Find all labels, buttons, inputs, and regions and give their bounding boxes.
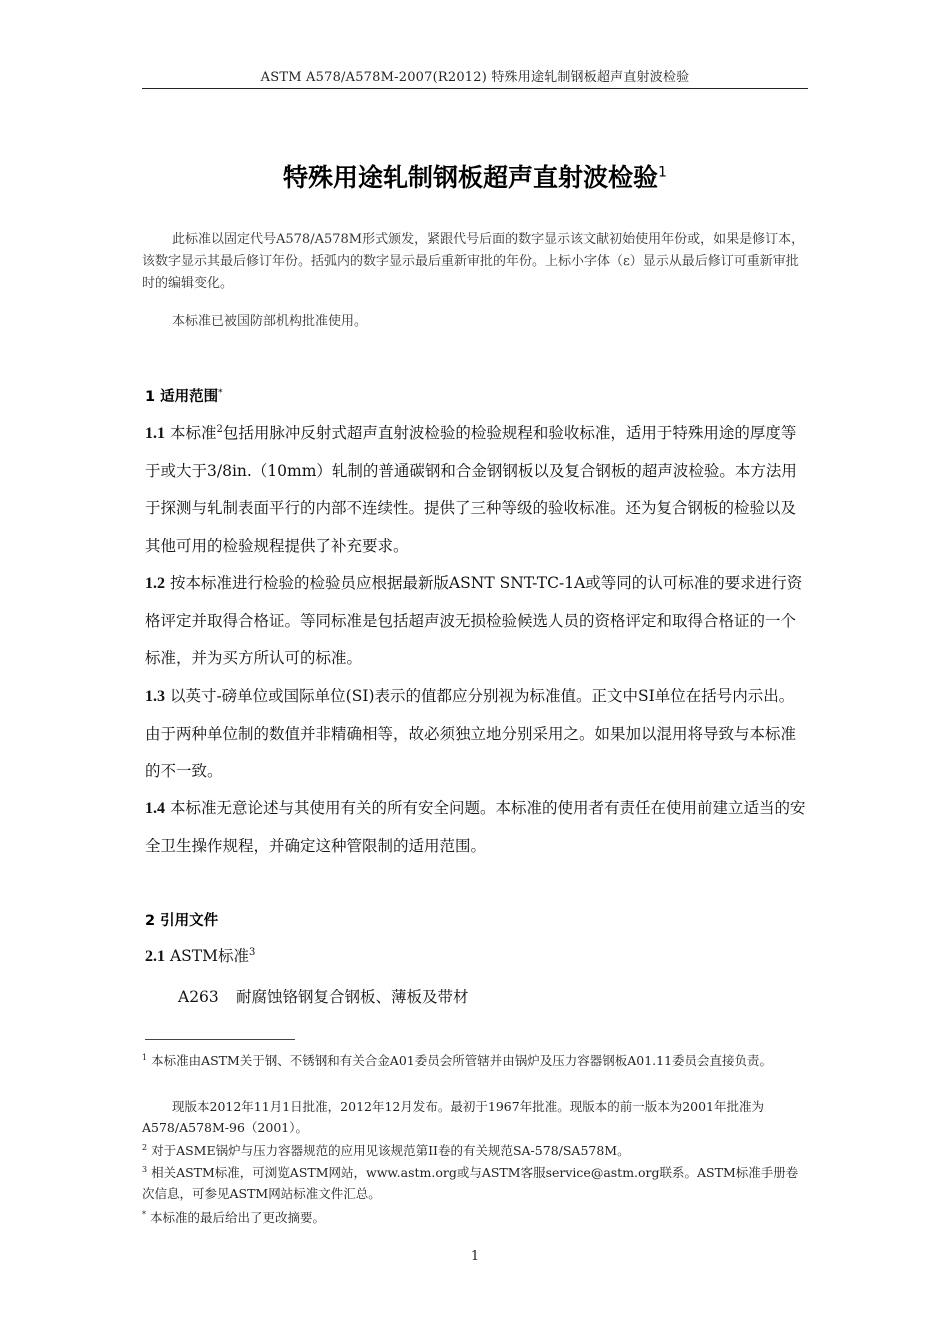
footnote-rule [145, 1039, 295, 1040]
clause-text: 包括用脉冲反射式超声直射波检验的检验规程和验收标准，适用于特殊用途的厚度等于或大于3/8in.（10mm）轧制的普通碳钢和合金钢钢板以及复合钢板的超声波检验。本方法用于探测与轧制表面平行的内部不连续性。提供了三种等级的验收标准。还为复合钢板的检验以及其他可用的检验规程提供了补充要求。 [145, 424, 797, 555]
section-2-heading: 2 引用文件 [145, 913, 219, 929]
footnote-1 [142, 1051, 808, 1072]
clause-1-3 [145, 678, 808, 791]
clause-number: 1.1 [145, 425, 165, 442]
clause-number: 2.1 [145, 948, 165, 965]
title-footnote-mark: 1 [658, 164, 667, 181]
footnote-mark: 2 [142, 1142, 148, 1152]
section-1-heading-mark: * [218, 388, 223, 399]
running-header: ASTM A578/A578M-2007(R2012) 特殊用途轧制钢板超声直射波检验 [260, 70, 690, 85]
reference-item [178, 985, 469, 1007]
clause-number: 1.3 [145, 688, 165, 705]
reference-code: A263 [178, 988, 219, 1006]
footnote-2 [142, 1141, 808, 1162]
intro-approval: 本标准已被国防部机构批准使用。 [172, 314, 368, 329]
reference-title: 耐腐蚀铬钢复合钢板、薄板及带材 [236, 988, 469, 1006]
clause-1-2 [145, 565, 808, 678]
footnote-change-summary [142, 1208, 808, 1229]
footnote-text: 相关ASTM标准，可浏览ASTM网站，www.astm.org或与ASTM客服service@astm.org联系。ASTM标准手册卷次信息，可参见ASTM网站标准文件汇总。 [142, 1165, 799, 1201]
footnote-mark: * [142, 1209, 146, 1219]
document-title [142, 158, 808, 194]
clause-text: ASTM标准 [169, 947, 249, 965]
clause-number: 1.4 [145, 800, 165, 817]
footnote-text: 对于ASME锅炉与压力容器规范的应用见该规范第II卷的有关规范SA-578/SA578M。 [151, 1143, 630, 1158]
clause-1-1 [145, 415, 808, 565]
clause-number: 1.2 [145, 575, 165, 592]
header-rule [142, 88, 808, 89]
document-title-text: 特殊用途轧制钢板超声直射波检验 [283, 163, 659, 192]
footnote-mark: 3 [248, 946, 256, 958]
footnote-mark: 3 [142, 1164, 148, 1174]
footnote-mark: 2 [216, 423, 223, 435]
clause-text: 以英寸-磅单位或国际单位(SI)表示的值都应分别视为标准值。正文中SI单位在括号内示出。由于两种单位制的数值并非精确相等，故必须独立地分别采用之。如果加以混用将导致与本标准的不一致。 [145, 687, 797, 780]
page-number: 1 [470, 1249, 480, 1264]
footnote-1-continued: 现版本2012年11月1日批准，2012年12月发布。最初于1967年批准。现版本的前一版本为2001年批准为A578/A578M-96（2001）。 [142, 1099, 765, 1135]
section-1-heading [145, 385, 223, 406]
footnote-3 [142, 1163, 808, 1204]
footnote-text: 本标准由ASTM关于钢、不锈钢和有关合金A01委员会所管辖并由锅炉及压力容器钢板A01.11委员会直接负责。 [151, 1053, 773, 1068]
section-1-heading-text: 1 适用范围 [145, 389, 219, 405]
clause-text: 按本标准进行检验的检验员应根据最新版ASNT SNT-TC-1A或等同的认可标准的要求进行资格评定并取得合格证。等同标准是包括超声波无损检验候选人员的资格评定和取得合格证的一个标准，并为买方所认可的标准。 [145, 574, 803, 667]
clause-1-4 [145, 790, 808, 865]
intro-paragraph: 此标准以固定代号A578/A578M形式颁发，紧跟代号后面的数字显示该文献初始使用年份或，如果是修订本，该数字显示其最后修订年份。括弧内的数字显示最后重新审批的年份。上标小字体（ε）显示从最后修订可重新审批时的编辑变化。 [142, 232, 805, 291]
clause-text: 本标准无意论述与其使用有关的所有安全问题。本标准的使用者有责任在使用前建立适当的安全卫生操作规程，并确定这种管限制的适用范围。 [145, 799, 806, 855]
clause-2-1 [145, 937, 808, 976]
footnote-mark: 1 [142, 1052, 148, 1062]
footnote-text: 本标准的最后给出了更改摘要。 [149, 1210, 325, 1225]
clause-text-lead: 本标准 [169, 424, 217, 442]
